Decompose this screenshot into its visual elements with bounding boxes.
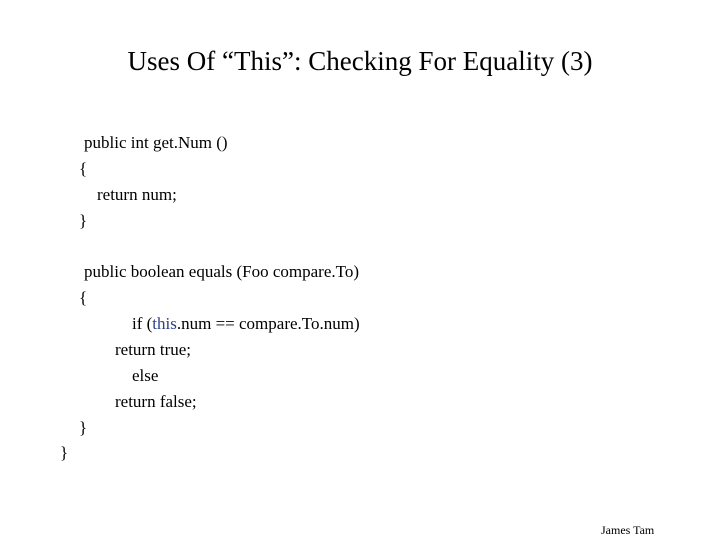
code-line-return-true: return true;	[115, 340, 191, 359]
this-keyword: this	[152, 314, 177, 333]
code-line-method-signature-getnum: public int get.Num ()	[84, 133, 228, 152]
code-line-else: else	[132, 366, 159, 385]
code-line-open-brace: {	[79, 288, 88, 307]
code-line-if-condition	[132, 313, 360, 335]
code-line-close-brace: }	[79, 211, 88, 230]
slide-footer-author: James Tam	[601, 523, 655, 537]
code-line-open-brace: {	[79, 159, 88, 178]
code-line-close-brace: }	[79, 418, 88, 437]
code-text: .num == compare.To.num)	[176, 314, 360, 333]
code-line-return-false: return false;	[115, 392, 197, 411]
code-line-return-num: return num;	[97, 185, 177, 204]
slide-title: Uses Of “This”: Checking For Equality (3)	[127, 46, 593, 76]
code-text: if (	[132, 314, 153, 333]
code-line-class-close-brace: }	[60, 443, 69, 462]
code-line-method-signature-equals: public boolean equals (Foo compare.To)	[84, 262, 359, 281]
